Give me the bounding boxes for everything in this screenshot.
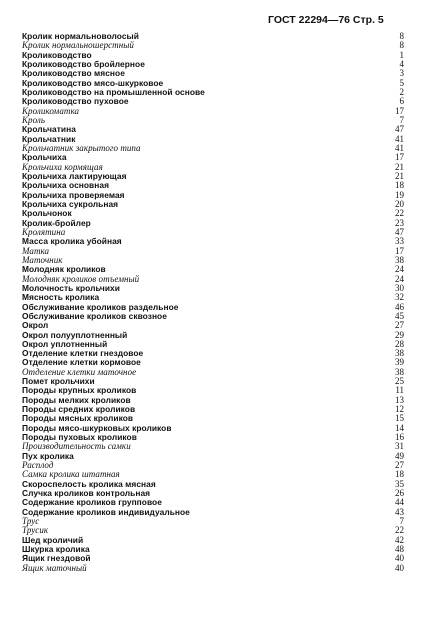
index-page-number: 43 bbox=[395, 506, 404, 517]
index-entry bbox=[22, 219, 404, 228]
index-term: Случка кроликов контрольная bbox=[22, 488, 151, 499]
index-term: Кролик нормальношерстный bbox=[22, 40, 134, 51]
index-page-number: 47 bbox=[395, 124, 404, 135]
index-page-number: 5 bbox=[399, 77, 404, 88]
index-page-number: 42 bbox=[395, 534, 404, 545]
index-entry bbox=[22, 452, 404, 461]
index-page-number: 41 bbox=[395, 142, 404, 153]
index-term: Мясность кролика bbox=[22, 292, 100, 303]
index-term: Кролик нормальноволосый bbox=[22, 31, 139, 41]
index-page-number: 24 bbox=[395, 273, 404, 284]
index-term: Породы крупных кроликов bbox=[22, 385, 137, 396]
index-term: Отделение клетки маточное bbox=[22, 366, 137, 377]
index-term: Кролиководство на промышленной основе bbox=[22, 86, 205, 97]
index-term: Маточник bbox=[22, 254, 63, 265]
index-term: Крольчиха лактирующая bbox=[22, 170, 127, 181]
index-page-number: 38 bbox=[395, 348, 404, 359]
index-term: Породы мелких кроликов bbox=[22, 394, 131, 405]
index-page-number: 40 bbox=[395, 562, 404, 573]
index-term: Содержание кроликов индивидуальное bbox=[22, 506, 190, 517]
index-page-number: 6 bbox=[399, 96, 404, 107]
index-entry bbox=[22, 200, 404, 209]
index-term: Породы средних кроликов bbox=[22, 404, 136, 415]
index-term: Кролиководство пуховое bbox=[22, 96, 129, 107]
index-page-number: 29 bbox=[395, 329, 404, 340]
index-term: Крольчатина bbox=[22, 124, 76, 135]
index-entry bbox=[22, 442, 404, 451]
index-page-number: 14 bbox=[395, 422, 404, 433]
index-term: Ящик гнездовой bbox=[22, 553, 91, 564]
index-term: Содержание кроликов групповое bbox=[22, 497, 162, 508]
index-term: Производительность самки bbox=[22, 441, 131, 452]
index-term: Породы мясо-шкурковых кроликов bbox=[22, 422, 172, 433]
index-term: Кроль bbox=[22, 114, 46, 125]
index-page-number: 38 bbox=[395, 366, 404, 377]
index-page-number: 18 bbox=[395, 180, 404, 191]
index-term: Крольчиха bbox=[22, 152, 67, 163]
index-entry bbox=[22, 517, 404, 526]
index-term: Кроликоматка bbox=[22, 105, 80, 116]
index-entry bbox=[22, 312, 404, 321]
index-term: Кролятина bbox=[22, 226, 66, 237]
index-page-number: 44 bbox=[395, 497, 404, 508]
index-term: Породы пуховых кроликов bbox=[22, 432, 137, 443]
index-entry bbox=[22, 116, 404, 125]
index-term: Крольчиха сукрольная bbox=[22, 198, 119, 209]
index-page-number: 30 bbox=[395, 282, 404, 293]
index-entry bbox=[22, 237, 404, 246]
index-term: Расплод bbox=[22, 460, 54, 471]
index-term: Крольчиха основная bbox=[22, 180, 110, 191]
index-entry bbox=[22, 125, 404, 134]
index-term: Отделение клетки кормовое bbox=[22, 357, 141, 368]
index-entry bbox=[22, 247, 404, 256]
index-entry bbox=[22, 107, 404, 116]
index-page-number: 28 bbox=[395, 338, 404, 349]
index-page-number: 21 bbox=[395, 161, 404, 172]
index-page-number: 18 bbox=[395, 469, 404, 480]
index-page-number: 8 bbox=[399, 31, 404, 41]
index-page-number: 17 bbox=[395, 152, 404, 163]
index-term: Молодняк кроликов отъемный bbox=[22, 273, 140, 284]
index-entry bbox=[22, 564, 404, 573]
index-page-number: 25 bbox=[395, 376, 404, 387]
index-page-number: 3 bbox=[399, 68, 404, 79]
index-term: Кролиководство bbox=[22, 49, 92, 60]
index-page-number: 7 bbox=[399, 516, 404, 527]
index-page-number: 4 bbox=[399, 58, 404, 69]
index-term: Крольчатник закрытого типа bbox=[22, 142, 141, 153]
index-page-number: 39 bbox=[395, 357, 404, 368]
index-page-number: 27 bbox=[395, 320, 404, 331]
index-page-number: 31 bbox=[395, 441, 404, 452]
index-page-number: 13 bbox=[395, 394, 404, 405]
index-entry bbox=[22, 144, 404, 153]
index-page-number: 48 bbox=[395, 544, 404, 555]
index-page-number: 17 bbox=[395, 105, 404, 116]
index-page-number: 40 bbox=[395, 553, 404, 564]
index-term: Самка кролика штатная bbox=[22, 469, 120, 480]
index-page-number: 32 bbox=[395, 292, 404, 303]
index-entry bbox=[22, 97, 404, 106]
index-page-number: 15 bbox=[395, 413, 404, 424]
index-page-number: 19 bbox=[395, 189, 404, 200]
index-term: Шед кроличий bbox=[22, 534, 84, 545]
page-header: ГОСТ 22294—76 Стр. 5 bbox=[268, 14, 384, 26]
index-page-number: 2 bbox=[399, 86, 404, 97]
index-page-number: 27 bbox=[395, 460, 404, 471]
index-term: Окрол полууплотненный bbox=[22, 329, 128, 340]
index-page-number: 7 bbox=[399, 114, 404, 125]
index-term: Обслуживание кроликов раздельное bbox=[22, 301, 179, 312]
index-page-number: 45 bbox=[395, 310, 404, 321]
index-term: Трус bbox=[22, 516, 40, 527]
index-term: Скороспелость кролика мясная bbox=[22, 478, 156, 489]
index-term: Трусик bbox=[22, 525, 49, 536]
index-term: Окрол bbox=[22, 320, 49, 331]
index-entry bbox=[22, 508, 404, 517]
index-page-number: 47 bbox=[395, 226, 404, 237]
index-term: Кролиководство мясное bbox=[22, 68, 125, 79]
index-term: Кролиководство бройлерное bbox=[22, 58, 145, 69]
index-page-number: 16 bbox=[395, 432, 404, 443]
index-term: Масса кролика убойная bbox=[22, 236, 122, 247]
index-page-number: 21 bbox=[395, 170, 404, 181]
index-page-number: 24 bbox=[395, 264, 404, 275]
index-term: Помет крольчихи bbox=[22, 376, 95, 387]
index-page-number: 23 bbox=[395, 217, 404, 228]
index-page-number: 1 bbox=[399, 49, 404, 60]
index-page-number: 38 bbox=[395, 254, 404, 265]
index-term: Окрол уплотненный bbox=[22, 338, 108, 349]
index-page-number: 49 bbox=[395, 450, 404, 461]
index-term: Породы мясных кроликов bbox=[22, 413, 134, 424]
index-term: Ящик маточный bbox=[22, 562, 87, 573]
index-page-number: 11 bbox=[395, 385, 404, 396]
index-term: Кролиководство мясо-шкурковое bbox=[22, 77, 164, 88]
index-term: Крольчонок bbox=[22, 208, 72, 219]
index-term: Молодняк кроликов bbox=[22, 264, 106, 275]
index-term: Кролик-бройлер bbox=[22, 217, 91, 228]
index-page-number: 35 bbox=[395, 478, 404, 489]
index-page-number: 17 bbox=[395, 245, 404, 256]
index-term: Пух кролика bbox=[22, 450, 74, 461]
index-page-number: 12 bbox=[395, 404, 404, 415]
term-index-list bbox=[22, 32, 404, 573]
index-page-number: 33 bbox=[395, 236, 404, 247]
index-term: Молочность крольчихи bbox=[22, 282, 120, 293]
index-term: Шкурка кролика bbox=[22, 544, 90, 555]
index-page-number: 8 bbox=[399, 40, 404, 51]
index-term: Крольчатник bbox=[22, 133, 76, 144]
index-page-number: 41 bbox=[395, 133, 404, 144]
index-page-number: 46 bbox=[395, 301, 404, 312]
index-term: Обслуживание кроликов сквозное bbox=[22, 310, 167, 321]
index-page-number: 22 bbox=[395, 525, 404, 536]
index-term: Матка bbox=[22, 245, 50, 256]
index-page-number: 26 bbox=[395, 488, 404, 499]
index-term: Крольчиха проверяемая bbox=[22, 189, 125, 200]
index-page-number: 22 bbox=[395, 208, 404, 219]
index-page-number: 20 bbox=[395, 198, 404, 209]
index-term: Крольчиха кормящая bbox=[22, 161, 103, 172]
index-term: Отделение клетки гнездовое bbox=[22, 348, 144, 359]
